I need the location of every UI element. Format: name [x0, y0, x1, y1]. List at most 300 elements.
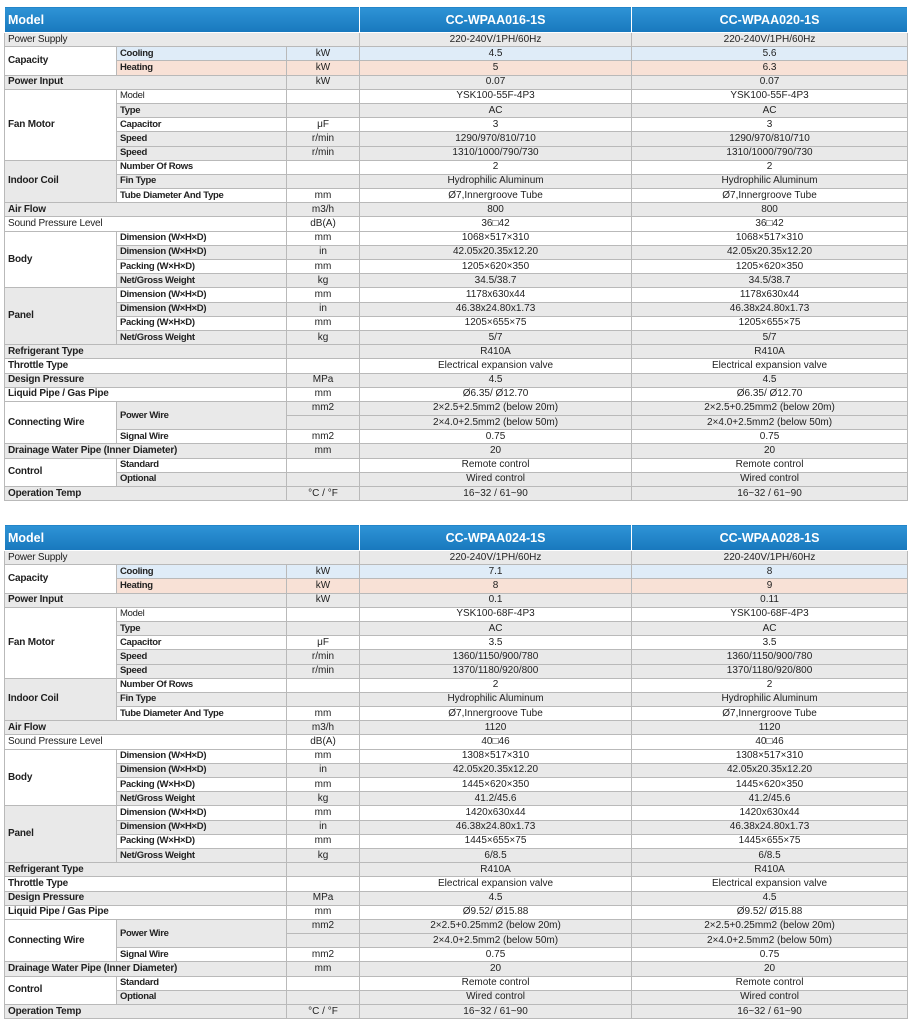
fan-motor-type-value-b: AC [632, 621, 908, 635]
panel-dimension-in-value-a: 46.38x24.80x1.73 [360, 302, 632, 316]
control-standard-label: Standard [117, 458, 287, 472]
body-packing-unit: mm [287, 260, 360, 274]
fan-motor-speed-2-value-a: 1370/1180/920/800 [360, 664, 632, 678]
panel-weight-row [5, 330, 908, 344]
fan-motor-group-label: Fan Motor [5, 607, 117, 678]
power-supply-label: Power Supply [5, 33, 360, 47]
signal-wire-unit: mm2 [287, 430, 360, 444]
fan-motor-speed-1-value-b: 1290/970/810/710 [632, 132, 908, 146]
fan-motor-speed-2-row [5, 664, 908, 678]
panel-dimension-in-label: Dimension (W×H×D) [117, 302, 287, 316]
throttle-type-unit [287, 359, 360, 373]
operation-temp-unit: °C / °F [287, 1005, 360, 1019]
body-dimension-mm-row [5, 749, 908, 763]
throttle-type-value-a: Electrical expansion valve [360, 359, 632, 373]
connecting-wire-group-label: Connecting Wire [5, 919, 117, 962]
body-dimension-in-label: Dimension (W×H×D) [117, 763, 287, 777]
header-row [5, 7, 908, 33]
design-pressure-label: Design Pressure [5, 891, 287, 905]
panel-dimension-mm-value-b: 1178x630x44 [632, 288, 908, 302]
refrigerant-type-unit [287, 863, 360, 877]
fan-motor-capacitor-row [5, 636, 908, 650]
liquid-gas-pipe-unit: mm [287, 905, 360, 919]
throttle-type-value-a: Electrical expansion valve [360, 877, 632, 891]
power-wire-label: Power Wire [117, 919, 287, 947]
sound-pressure-unit: dB(A) [287, 217, 360, 231]
throttle-type-value-b: Electrical expansion valve [632, 359, 908, 373]
coil-fin-type-unit [287, 174, 360, 188]
fan-motor-speed-2-value-b: 1310/1000/790/730 [632, 146, 908, 160]
air-flow-unit: m3/h [287, 721, 360, 735]
capacity-group-label: Capacity [5, 565, 117, 593]
heating-capacity-value-b: 9 [632, 579, 908, 593]
control-optional-unit [287, 472, 360, 486]
cooling-capacity-row [5, 565, 908, 579]
indoor-coil-group-label: Indoor Coil [5, 678, 117, 721]
fan-motor-speed-2-unit: r/min [287, 146, 360, 160]
panel-weight-value-b: 6/8.5 [632, 848, 908, 862]
body-dimension-in-value-a: 42.05x20.35x12.20 [360, 763, 632, 777]
coil-fin-type-value-a: Hydrophilic Aluminum [360, 692, 632, 706]
signal-wire-value-b: 0.75 [632, 948, 908, 962]
refrigerant-type-value-b: R410A [632, 345, 908, 359]
power-input-value-b: 0.11 [632, 593, 908, 607]
model-b-name: CC-WPAA028-1S [632, 525, 908, 551]
power-input-row [5, 593, 908, 607]
control-optional-row [5, 472, 908, 486]
coil-rows-value-b: 2 [632, 678, 908, 692]
throttle-type-row [5, 877, 908, 891]
fan-motor-capacitor-value-b: 3.5 [632, 636, 908, 650]
design-pressure-unit: MPa [287, 891, 360, 905]
coil-tube-value-a: Ø7,Innergroove Tube [360, 707, 632, 721]
power-wire-value-b-50m: 2×4.0+2.5mm2 (below 50m) [632, 934, 908, 948]
drainage-pipe-row [5, 962, 908, 976]
indoor-coil-group-label: Indoor Coil [5, 160, 117, 203]
coil-fin-type-row [5, 692, 908, 706]
power-wire-label: Power Wire [117, 401, 287, 429]
coil-rows-row [5, 678, 908, 692]
fan-motor-type-row [5, 621, 908, 635]
coil-fin-type-value-b: Hydrophilic Aluminum [632, 174, 908, 188]
cooling-capacity-value-b: 8 [632, 565, 908, 579]
air-flow-row [5, 203, 908, 217]
air-flow-value-a: 1120 [360, 721, 632, 735]
body-packing-label: Packing (W×H×D) [117, 260, 287, 274]
design-pressure-value-a: 4.5 [360, 373, 632, 387]
control-group-label: Control [5, 458, 117, 486]
body-dimension-in-value-b: 42.05x20.35x12.20 [632, 763, 908, 777]
fan-motor-speed-2-unit: r/min [287, 664, 360, 678]
panel-weight-value-a: 6/8.5 [360, 848, 632, 862]
body-weight-unit: kg [287, 274, 360, 288]
coil-tube-row [5, 707, 908, 721]
power-wire-value-a-20m: 2×2.5+0.25mm2 (below 20m) [360, 919, 632, 933]
control-standard-value-a: Remote control [360, 458, 632, 472]
coil-rows-label: Number Of Rows [117, 678, 287, 692]
fan-motor-speed-2-value-a: 1310/1000/790/730 [360, 146, 632, 160]
operation-temp-value-a: 16~32 / 61~90 [360, 1005, 632, 1019]
operation-temp-unit: °C / °F [287, 487, 360, 501]
fan-motor-speed-2-row [5, 146, 908, 160]
drainage-pipe-value-b: 20 [632, 444, 908, 458]
drainage-pipe-row [5, 444, 908, 458]
power-input-label: Power Input [5, 75, 287, 89]
body-packing-row [5, 260, 908, 274]
cooling-capacity-unit: kW [287, 565, 360, 579]
body-packing-value-b: 1205×620×350 [632, 260, 908, 274]
coil-fin-type-unit [287, 692, 360, 706]
heating-capacity-value-b: 6.3 [632, 61, 908, 75]
liquid-gas-pipe-value-a: Ø9.52/ Ø15.88 [360, 905, 632, 919]
fan-motor-speed-1-row [5, 650, 908, 664]
control-standard-value-b: Remote control [632, 458, 908, 472]
control-standard-unit [287, 458, 360, 472]
signal-wire-unit: mm2 [287, 948, 360, 962]
coil-rows-row [5, 160, 908, 174]
coil-tube-unit: mm [287, 707, 360, 721]
sound-pressure-row [5, 217, 908, 231]
control-optional-unit [287, 990, 360, 1004]
cooling-capacity-value-b: 5.6 [632, 47, 908, 61]
power-supply-value-a: 220-240V/1PH/60Hz [360, 551, 632, 565]
fan-motor-type-unit [287, 621, 360, 635]
drainage-pipe-value-b: 20 [632, 962, 908, 976]
body-packing-value-a: 1205×620×350 [360, 260, 632, 274]
heating-capacity-unit: kW [287, 61, 360, 75]
body-packing-row [5, 778, 908, 792]
control-standard-row [5, 458, 908, 472]
drainage-pipe-unit: mm [287, 962, 360, 976]
design-pressure-label: Design Pressure [5, 373, 287, 387]
body-group-label: Body [5, 749, 117, 806]
sound-pressure-row [5, 735, 908, 749]
fan-motor-model-value-b: YSK100-68F-4P3 [632, 607, 908, 621]
body-dimension-in-value-b: 42.05x20.35x12.20 [632, 245, 908, 259]
liquid-gas-pipe-value-a: Ø6.35/ Ø12.70 [360, 387, 632, 401]
power-supply-label: Power Supply [5, 551, 360, 565]
panel-packing-value-a: 1445×655×75 [360, 834, 632, 848]
fan-motor-speed-2-label: Speed [117, 146, 287, 160]
fan-motor-speed-1-unit: r/min [287, 132, 360, 146]
panel-weight-label: Net/Gross Weight [117, 848, 287, 862]
power-input-label: Power Input [5, 593, 287, 607]
operation-temp-label: Operation Temp [5, 1005, 287, 1019]
panel-weight-value-a: 5/7 [360, 330, 632, 344]
sound-pressure-label: Sound Pressure Level [5, 217, 287, 231]
capacity-group-label: Capacity [5, 47, 117, 75]
fan-motor-speed-1-label: Speed [117, 132, 287, 146]
power-wire-value-b-20m: 2×2.5+0.25mm2 (below 20m) [632, 919, 908, 933]
fan-motor-capacitor-unit: μF [287, 118, 360, 132]
design-pressure-value-b: 4.5 [632, 373, 908, 387]
power-wire-unit-blank [287, 416, 360, 430]
liquid-gas-pipe-label: Liquid Pipe / Gas Pipe [5, 905, 287, 919]
panel-packing-label: Packing (W×H×D) [117, 834, 287, 848]
operation-temp-value-b: 16~32 / 61~90 [632, 487, 908, 501]
power-wire-unit: mm2 [287, 401, 360, 415]
throttle-type-row [5, 359, 908, 373]
panel-dimension-mm-unit: mm [287, 806, 360, 820]
panel-dimension-in-row [5, 820, 908, 834]
body-dimension-in-unit: in [287, 763, 360, 777]
fan-motor-capacitor-value-a: 3.5 [360, 636, 632, 650]
panel-packing-value-b: 1205×655×75 [632, 316, 908, 330]
coil-fin-type-value-b: Hydrophilic Aluminum [632, 692, 908, 706]
sound-pressure-value-b: 40□46 [632, 735, 908, 749]
panel-packing-label: Packing (W×H×D) [117, 316, 287, 330]
fan-motor-speed-1-value-a: 1360/1150/900/780 [360, 650, 632, 664]
control-standard-unit [287, 976, 360, 990]
power-wire-value-b-20m: 2×2.5+0.25mm2 (below 20m) [632, 401, 908, 415]
body-weight-row [5, 274, 908, 288]
body-dimension-mm-value-a: 1068×517×310 [360, 231, 632, 245]
coil-tube-row [5, 189, 908, 203]
panel-dimension-mm-value-b: 1420x630x44 [632, 806, 908, 820]
body-dimension-in-row [5, 245, 908, 259]
body-dimension-mm-unit: mm [287, 749, 360, 763]
fan-motor-capacitor-label: Capacitor [117, 636, 287, 650]
body-packing-label: Packing (W×H×D) [117, 778, 287, 792]
signal-wire-value-b: 0.75 [632, 430, 908, 444]
coil-rows-unit [287, 678, 360, 692]
air-flow-label: Air Flow [5, 721, 287, 735]
power-wire-value-a-50m: 2×4.0+2.5mm2 (below 50m) [360, 934, 632, 948]
heating-capacity-label: Heating [117, 61, 287, 75]
power-wire-unit: mm2 [287, 919, 360, 933]
coil-rows-value-b: 2 [632, 160, 908, 174]
cooling-capacity-label: Cooling [117, 47, 287, 61]
heating-capacity-unit: kW [287, 579, 360, 593]
liquid-gas-pipe-row [5, 905, 908, 919]
coil-rows-value-a: 2 [360, 678, 632, 692]
fan-motor-type-label: Type [117, 103, 287, 117]
refrigerant-type-row [5, 345, 908, 359]
panel-dimension-in-label: Dimension (W×H×D) [117, 820, 287, 834]
fan-motor-group-label: Fan Motor [5, 89, 117, 160]
body-dimension-mm-value-b: 1068×517×310 [632, 231, 908, 245]
body-weight-value-b: 34.5/38.7 [632, 274, 908, 288]
cooling-capacity-row [5, 47, 908, 61]
panel-dimension-mm-label: Dimension (W×H×D) [117, 806, 287, 820]
throttle-type-label: Throttle Type [5, 359, 287, 373]
throttle-type-value-b: Electrical expansion valve [632, 877, 908, 891]
coil-tube-value-b: Ø7,Innergroove Tube [632, 707, 908, 721]
power-wire-value-a-50m: 2×4.0+2.5mm2 (below 50m) [360, 416, 632, 430]
power-input-unit: kW [287, 75, 360, 89]
coil-tube-label: Tube Diameter And Type [117, 707, 287, 721]
body-dimension-mm-value-a: 1308×517×310 [360, 749, 632, 763]
drainage-pipe-label: Drainage Water Pipe (Inner Diameter) [5, 444, 287, 458]
power-supply-row [5, 551, 908, 565]
sound-pressure-value-a: 36□42 [360, 217, 632, 231]
signal-wire-value-a: 0.75 [360, 948, 632, 962]
coil-fin-type-label: Fin Type [117, 692, 287, 706]
panel-packing-value-b: 1445×655×75 [632, 834, 908, 848]
coil-tube-value-a: Ø7,Innergroove Tube [360, 189, 632, 203]
power-input-value-a: 0.07 [360, 75, 632, 89]
heating-capacity-row [5, 61, 908, 75]
fan-motor-type-value-b: AC [632, 103, 908, 117]
panel-dimension-mm-row [5, 806, 908, 820]
fan-motor-capacitor-unit: μF [287, 636, 360, 650]
cooling-capacity-unit: kW [287, 47, 360, 61]
operation-temp-row [5, 1005, 908, 1019]
fan-motor-model-row [5, 607, 908, 621]
fan-motor-capacitor-row [5, 118, 908, 132]
heating-capacity-label: Heating [117, 579, 287, 593]
control-standard-value-a: Remote control [360, 976, 632, 990]
fan-motor-type-row [5, 103, 908, 117]
operation-temp-value-b: 16~32 / 61~90 [632, 1005, 908, 1019]
power-wire-value-b-50m: 2×4.0+2.5mm2 (below 50m) [632, 416, 908, 430]
design-pressure-unit: MPa [287, 373, 360, 387]
model-header-label: Model [5, 525, 360, 551]
coil-rows-value-a: 2 [360, 160, 632, 174]
refrigerant-type-value-a: R410A [360, 345, 632, 359]
liquid-gas-pipe-unit: mm [287, 387, 360, 401]
panel-weight-unit: kg [287, 330, 360, 344]
power-input-value-a: 0.1 [360, 593, 632, 607]
sound-pressure-value-a: 40□46 [360, 735, 632, 749]
liquid-gas-pipe-value-b: Ø9.52/ Ø15.88 [632, 905, 908, 919]
power-input-row [5, 75, 908, 89]
fan-motor-speed-1-value-b: 1360/1150/900/780 [632, 650, 908, 664]
coil-tube-value-b: Ø7,Innergroove Tube [632, 189, 908, 203]
panel-dimension-mm-value-a: 1178x630x44 [360, 288, 632, 302]
fan-motor-speed-1-label: Speed [117, 650, 287, 664]
fan-motor-type-value-a: AC [360, 621, 632, 635]
panel-dimension-mm-value-a: 1420x630x44 [360, 806, 632, 820]
body-weight-value-a: 34.5/38.7 [360, 274, 632, 288]
control-optional-value-b: Wired control [632, 990, 908, 1004]
model-a-name: CC-WPAA016-1S [360, 7, 632, 33]
fan-motor-capacitor-value-b: 3 [632, 118, 908, 132]
control-group-label: Control [5, 976, 117, 1004]
body-packing-unit: mm [287, 778, 360, 792]
refrigerant-type-value-b: R410A [632, 863, 908, 877]
power-wire-unit-blank [287, 934, 360, 948]
fan-motor-speed-1-value-a: 1290/970/810/710 [360, 132, 632, 146]
panel-weight-unit: kg [287, 848, 360, 862]
panel-weight-value-b: 5/7 [632, 330, 908, 344]
spec-table-1 [4, 6, 908, 501]
power-supply-row [5, 33, 908, 47]
spec-table-2 [4, 524, 908, 1019]
operation-temp-label: Operation Temp [5, 487, 287, 501]
design-pressure-row [5, 373, 908, 387]
refrigerant-type-unit [287, 345, 360, 359]
connecting-wire-group-label: Connecting Wire [5, 401, 117, 444]
panel-dimension-in-unit: in [287, 820, 360, 834]
control-optional-label: Optional [117, 990, 287, 1004]
coil-fin-type-value-a: Hydrophilic Aluminum [360, 174, 632, 188]
body-dimension-in-value-a: 42.05x20.35x12.20 [360, 245, 632, 259]
throttle-type-label: Throttle Type [5, 877, 287, 891]
model-b-name: CC-WPAA020-1S [632, 7, 908, 33]
panel-dimension-in-value-a: 46.38x24.80x1.73 [360, 820, 632, 834]
fan-motor-capacitor-value-a: 3 [360, 118, 632, 132]
body-dimension-mm-unit: mm [287, 231, 360, 245]
body-weight-unit: kg [287, 792, 360, 806]
control-standard-value-b: Remote control [632, 976, 908, 990]
power-supply-value-b: 220-240V/1PH/60Hz [632, 33, 908, 47]
panel-dimension-in-value-b: 46.38x24.80x1.73 [632, 302, 908, 316]
cooling-capacity-value-a: 4.5 [360, 47, 632, 61]
body-weight-row [5, 792, 908, 806]
body-dimension-mm-label: Dimension (W×H×D) [117, 231, 287, 245]
fan-motor-type-unit [287, 103, 360, 117]
fan-motor-speed-1-row [5, 132, 908, 146]
coil-fin-type-row [5, 174, 908, 188]
fan-motor-speed-2-value-b: 1370/1180/920/800 [632, 664, 908, 678]
liquid-gas-pipe-value-b: Ø6.35/ Ø12.70 [632, 387, 908, 401]
body-dimension-in-row [5, 763, 908, 777]
model-a-name: CC-WPAA024-1S [360, 525, 632, 551]
design-pressure-value-b: 4.5 [632, 891, 908, 905]
control-standard-label: Standard [117, 976, 287, 990]
air-flow-label: Air Flow [5, 203, 287, 217]
body-weight-value-a: 41.2/45.6 [360, 792, 632, 806]
drainage-pipe-value-a: 20 [360, 962, 632, 976]
panel-dimension-mm-unit: mm [287, 288, 360, 302]
fan-motor-model-label: Model [117, 89, 287, 103]
fan-motor-model-value-b: YSK100-55F-4P3 [632, 89, 908, 103]
air-flow-value-b: 1120 [632, 721, 908, 735]
air-flow-value-b: 800 [632, 203, 908, 217]
refrigerant-type-row [5, 863, 908, 877]
refrigerant-type-value-a: R410A [360, 863, 632, 877]
control-standard-row [5, 976, 908, 990]
cooling-capacity-label: Cooling [117, 565, 287, 579]
body-packing-value-b: 1445×620×350 [632, 778, 908, 792]
signal-wire-label: Signal Wire [117, 948, 287, 962]
power-supply-value-b: 220-240V/1PH/60Hz [632, 551, 908, 565]
sound-pressure-label: Sound Pressure Level [5, 735, 287, 749]
body-dimension-mm-value-b: 1308×517×310 [632, 749, 908, 763]
control-optional-value-a: Wired control [360, 990, 632, 1004]
heating-capacity-value-a: 5 [360, 61, 632, 75]
panel-packing-unit: mm [287, 316, 360, 330]
heating-capacity-row [5, 579, 908, 593]
panel-group-label: Panel [5, 806, 117, 863]
panel-packing-value-a: 1205×655×75 [360, 316, 632, 330]
power-input-unit: kW [287, 593, 360, 607]
heating-capacity-value-a: 8 [360, 579, 632, 593]
drainage-pipe-unit: mm [287, 444, 360, 458]
operation-temp-value-a: 16~32 / 61~90 [360, 487, 632, 501]
control-optional-value-a: Wired control [360, 472, 632, 486]
panel-packing-row [5, 834, 908, 848]
body-packing-value-a: 1445×620×350 [360, 778, 632, 792]
air-flow-value-a: 800 [360, 203, 632, 217]
throttle-type-unit [287, 877, 360, 891]
design-pressure-value-a: 4.5 [360, 891, 632, 905]
body-dimension-mm-label: Dimension (W×H×D) [117, 749, 287, 763]
sound-pressure-unit: dB(A) [287, 735, 360, 749]
fan-motor-model-unit [287, 607, 360, 621]
coil-fin-type-label: Fin Type [117, 174, 287, 188]
panel-dimension-mm-label: Dimension (W×H×D) [117, 288, 287, 302]
panel-dimension-mm-row [5, 288, 908, 302]
design-pressure-row [5, 891, 908, 905]
signal-wire-row [5, 948, 908, 962]
drainage-pipe-value-a: 20 [360, 444, 632, 458]
control-optional-row [5, 990, 908, 1004]
body-weight-label: Net/Gross Weight [117, 274, 287, 288]
fan-motor-capacitor-label: Capacitor [117, 118, 287, 132]
coil-rows-unit [287, 160, 360, 174]
